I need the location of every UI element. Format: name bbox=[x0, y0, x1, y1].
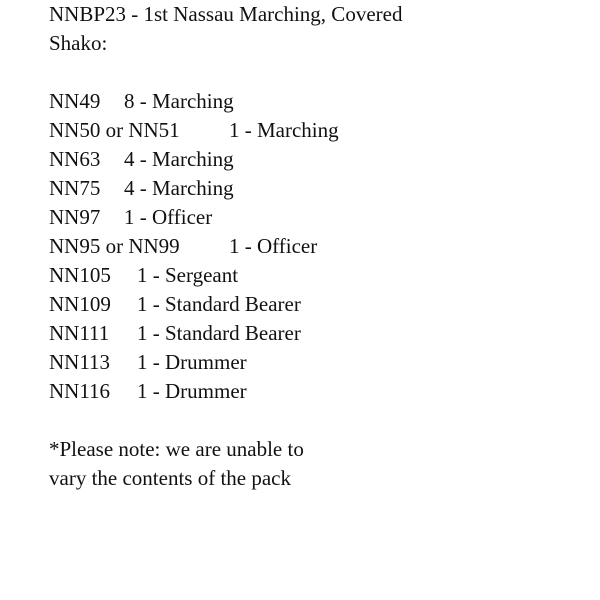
pack-note-line-1: *Please note: we are unable to bbox=[49, 437, 304, 461]
item-description: 1 - Officer bbox=[124, 205, 213, 229]
item-description: 1 - Marching bbox=[229, 118, 339, 142]
pack-note-line-2: vary the contents of the pack bbox=[49, 466, 291, 490]
list-item bbox=[49, 319, 589, 348]
list-item bbox=[49, 87, 589, 116]
pack-title-line-2: Shako: bbox=[49, 31, 108, 55]
list-item bbox=[49, 116, 589, 145]
list-item bbox=[49, 348, 589, 377]
list-item bbox=[49, 145, 589, 174]
item-code: NN113 bbox=[49, 350, 111, 374]
list-item bbox=[49, 261, 589, 290]
pack-title-line-1: NNBP23 - 1st Nassau Marching, Covered bbox=[49, 2, 403, 26]
list-item bbox=[49, 377, 589, 406]
list-item bbox=[49, 174, 589, 203]
item-code: NN105 bbox=[49, 263, 111, 287]
item-description: 1 - Drummer bbox=[137, 379, 247, 403]
item-description: 1 - Drummer bbox=[137, 350, 247, 374]
item-code: NN63 bbox=[49, 147, 101, 171]
item-description: 1 - Sergeant bbox=[137, 263, 239, 287]
list-item bbox=[49, 203, 589, 232]
spacer bbox=[49, 58, 589, 87]
item-description: 4 - Marching bbox=[124, 176, 234, 200]
list-item bbox=[49, 232, 589, 261]
item-code: NN116 bbox=[49, 379, 111, 403]
item-code: NN50 or NN51 bbox=[49, 118, 180, 142]
item-description: 8 - Marching bbox=[124, 89, 234, 113]
item-code: NN97 bbox=[49, 205, 101, 229]
item-code: NN109 bbox=[49, 292, 111, 316]
spacer bbox=[49, 406, 589, 435]
pack-contents-document bbox=[49, 0, 589, 493]
item-code: NN95 or NN99 bbox=[49, 234, 180, 258]
item-code: NN75 bbox=[49, 176, 101, 200]
item-description: 1 - Standard Bearer bbox=[137, 321, 301, 345]
pack-title bbox=[49, 0, 589, 58]
item-description: 1 - Officer bbox=[229, 234, 318, 258]
item-code: NN111 bbox=[49, 321, 110, 345]
item-list bbox=[49, 87, 589, 406]
item-description: 1 - Standard Bearer bbox=[137, 292, 301, 316]
item-code: NN49 bbox=[49, 89, 101, 113]
item-description: 4 - Marching bbox=[124, 147, 234, 171]
pack-note bbox=[49, 435, 369, 493]
list-item bbox=[49, 290, 589, 319]
